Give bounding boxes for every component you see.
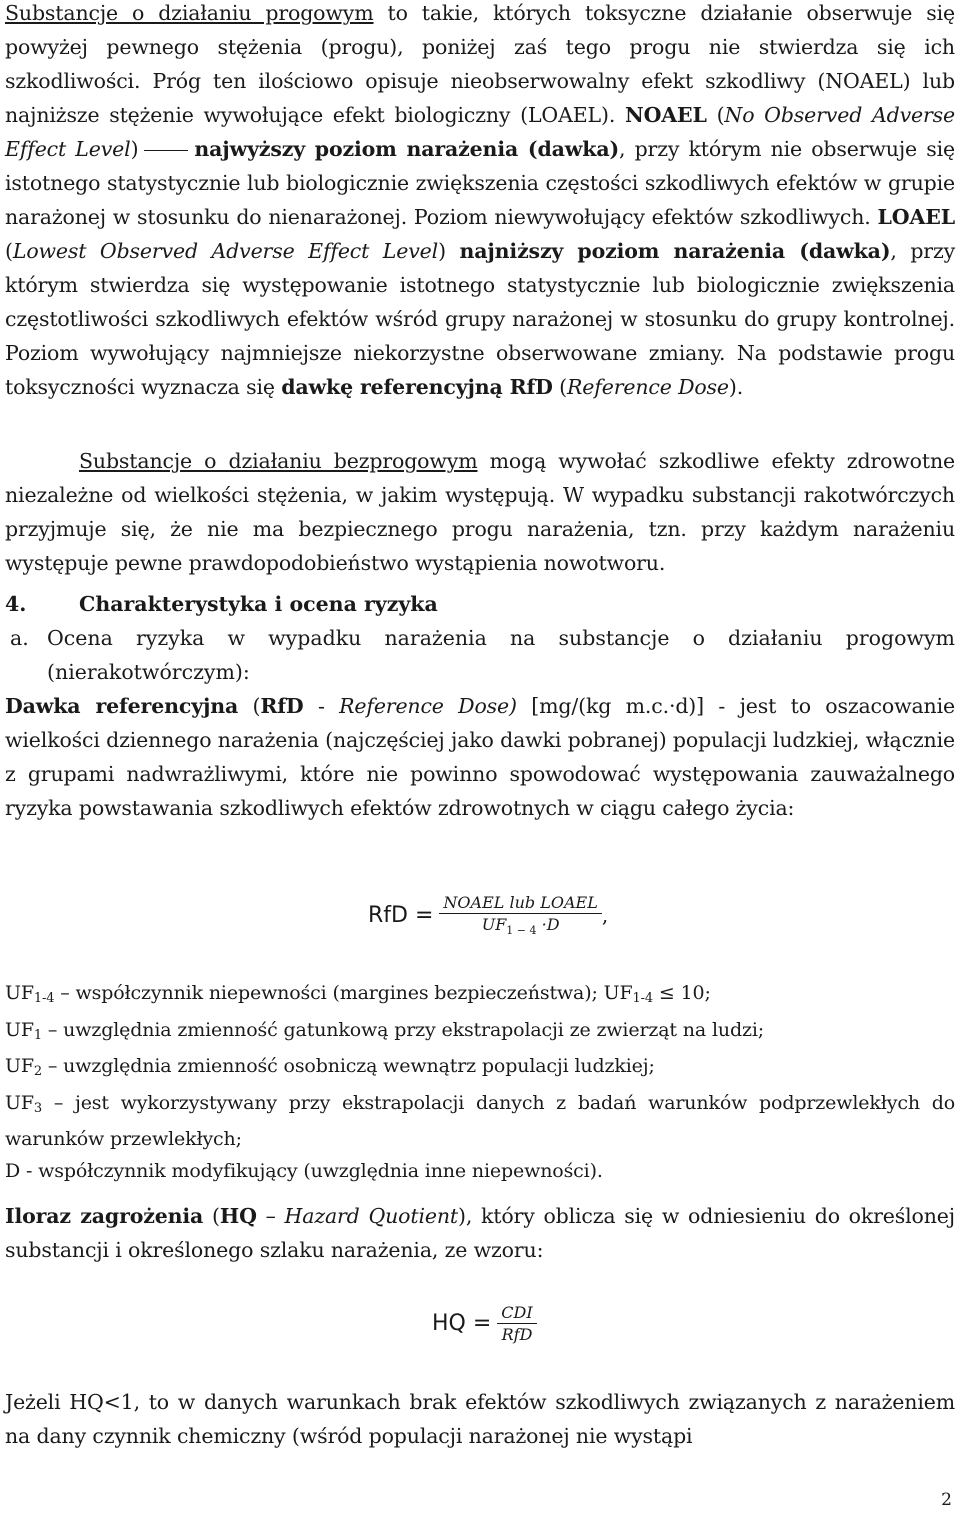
text: -	[303, 694, 340, 718]
text: Charakterystyka i ocena ryzyka	[79, 592, 438, 616]
paragraph-nonthreshold-substances	[5, 444, 955, 580]
text: , przy którym nie obserwuje się istotnego statystycznie lub biologicznie zwiększenia częstości szkodliwych efektów w grupie narażonej w stosunku do nienarażonej. Poziom niewywołujący efektów szkodliwych.	[5, 137, 955, 229]
section-heading	[5, 587, 438, 621]
text: RfD =	[368, 902, 434, 928]
formula-rfd	[368, 892, 608, 938]
term-threshold-substances: Substancje o działaniu progowym	[5, 1, 374, 25]
term-noael: NOAEL	[625, 103, 707, 127]
text: UF	[5, 1055, 34, 1077]
definition-d	[5, 1156, 955, 1188]
text: (	[203, 1204, 220, 1228]
term-loael: LOAEL	[877, 205, 955, 229]
paragraph-hq-interpretation: Jeżeli HQ<1, to w danych warunkach brak efektów szkodliwych związanych z narażeniem na dany czynnik chemiczny (wśród populacji narażonej nie wystąpi	[5, 1390, 955, 1448]
text: (	[706, 103, 725, 127]
text: – współczynnik niepewności (margines bezpieczeństwa); UF	[54, 982, 633, 1004]
text: a.	[10, 626, 29, 650]
text: –	[256, 1204, 285, 1228]
den	[478, 914, 564, 938]
text: – uwzględnia zmienność gatunkową przy ekstrapolacji ze zwierząt na ludzi;	[42, 1018, 765, 1041]
text: CDI	[497, 1302, 536, 1324]
fraction	[439, 892, 601, 938]
text: (	[238, 694, 261, 718]
text: 1-4	[632, 991, 654, 1006]
text: Dawka referencyjna	[5, 694, 239, 718]
definition-uf2	[5, 1051, 955, 1088]
text: HQ =	[432, 1311, 492, 1336]
text: najwyższy poziom narażenia (dawka)	[194, 137, 620, 161]
text: HQ	[219, 1204, 257, 1228]
text: UF	[5, 1091, 34, 1114]
formula-hq	[432, 1302, 537, 1345]
text: UF	[5, 1018, 34, 1041]
text: Ocena ryzyka w wypadku narażenia na substancje o działaniu progowym (nierakotwórczym):	[47, 626, 955, 684]
term-nonthreshold-substances: Substancje o działaniu bezprogowym	[79, 449, 478, 473]
text: RfD	[260, 694, 304, 718]
text: ), który oblicza się w odniesieniu do określonej substancji i określonego szlaku narażenia, ze wzoru:	[5, 1204, 955, 1262]
text: (	[5, 239, 13, 263]
text: – jest wykorzystywany przy ekstrapolacji danych z badań warunków podprzewlekłych do warunków przewlekłych;	[5, 1091, 955, 1150]
text: RfD	[501, 1325, 533, 1344]
definitions-list	[5, 978, 955, 1187]
definition-uf1	[5, 1015, 955, 1052]
text: 4.	[5, 592, 27, 616]
text: )	[438, 239, 460, 263]
paragraph-hazard-quotient	[5, 1199, 955, 1267]
text: to takie, których toksyczne działanie obserwuje się powyżej pewnego stężenia (progu), poniżej zaś tego progu nie stwierdza się ich szkodliwości. Próg ten ilościowo opisuje nieobserwowalny efekt szkodliwy (NOAEL) lub najniższe stężenie wywołujące efekt biologiczny (LOAEL).	[5, 1, 956, 127]
text: 1	[33, 1027, 43, 1043]
text: – uwzględnia zmienność osobniczą wewnątrz populacji ludzkiej;	[42, 1055, 655, 1077]
list-item-a	[5, 621, 955, 689]
text: ·D	[536, 915, 560, 934]
text: , przy którym stwierdza się występowanie istotnego statystycznie lub biologicznie zwiększenia częstotliwości szkodliwych efektów wśród grupy narażonej w stosunku do grupy kontrolnej. Poziom wywołujący najmniejsze niekorzystne obserwowane zmiany. Na podstawie progu toksyczności wyznacza się	[5, 239, 956, 399]
page-number: 2	[941, 1490, 952, 1510]
text: najniższy poziom narażenia (dawka)	[459, 239, 891, 263]
text: 1 − 4	[506, 924, 537, 938]
text: NOAEL lub LOAEL	[439, 892, 601, 914]
text: 1-4	[33, 991, 55, 1006]
text: [mg/(kg m.c.·d)] - jest to oszacowanie wielkości dziennego narażenia (najczęściej jako dawki pobranej) populacji ludzkiej, włącznie z grupami nadwrażliwymi, które nie powinno spowodować występowania zauważalnego ryzyka powstawania szkodliwych efektów zdrowotnych w ciągu całego życia:	[5, 694, 955, 820]
definition-uf3	[5, 1088, 955, 1156]
text: Iloraz zagrożenia	[5, 1204, 204, 1228]
text: UF	[481, 915, 507, 934]
fraction	[497, 1302, 536, 1345]
text: Lowest Observed Adverse Effect Level	[12, 239, 439, 263]
text: ≤ 10;	[653, 982, 711, 1004]
text: D - współczynnik modyfikujący (uwzględnia inne niepewności).	[5, 1159, 603, 1182]
text: No Observed Adverse Effect Level	[5, 103, 955, 161]
definition-uf1-4	[5, 978, 955, 1015]
text: 3	[33, 1100, 43, 1116]
text: Reference Dose)	[339, 694, 517, 718]
em-dash-line	[144, 150, 188, 151]
paragraph-reference-dose	[5, 689, 955, 825]
text: ,	[601, 903, 609, 928]
term-rfd: dawkę referencyjną RfD	[281, 375, 553, 399]
text: (	[552, 375, 568, 399]
text: )	[130, 137, 139, 161]
text: mogą wywołać szkodliwe efekty zdrowotne niezależne od wielkości stężenia, w jakim występują. W wypadku substancji rakotwórczych przyjmuje się, że nie ma bezpiecznego progu narażenia, tzn. przy każdym narażeniu występuje pewne prawdopodobieństwo wystąpienia nowotworu.	[5, 449, 955, 575]
text: Hazard Quotient	[284, 1204, 458, 1228]
text: Reference Dose	[567, 375, 729, 399]
text: ).	[728, 375, 744, 399]
text: 2	[33, 1064, 43, 1079]
paragraph-threshold-substances	[5, 0, 955, 404]
text: UF	[5, 982, 34, 1004]
